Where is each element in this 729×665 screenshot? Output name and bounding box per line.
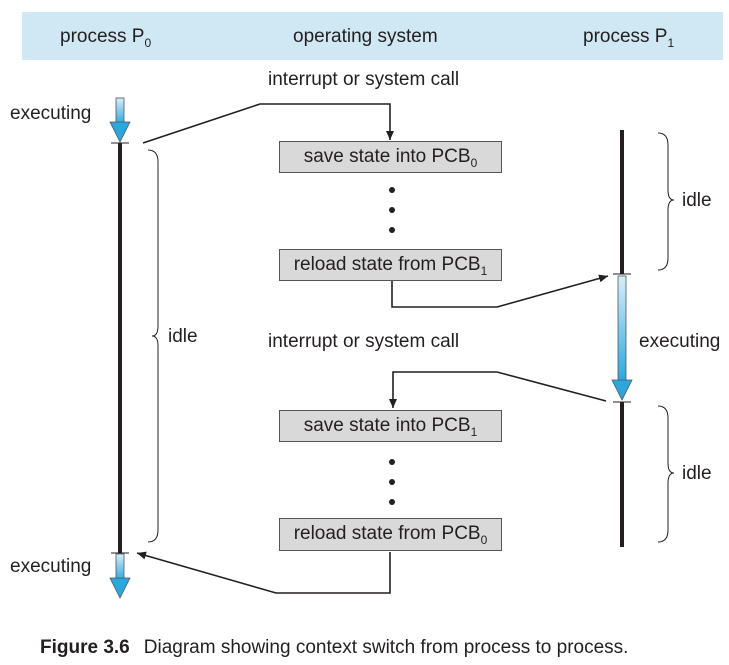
- label-interrupt-mid: interrupt or system call: [268, 331, 460, 352]
- label-idle-p1-bottom: idle: [682, 463, 712, 484]
- figure-caption-text: Diagram showing context switch from process to process.: [143, 637, 629, 658]
- label-idle-p1-top: idle: [682, 190, 712, 211]
- box-save-state-pcb0: save state into $PCB_0$: [279, 141, 502, 173]
- column-label-process-p0: process $P_0$: [60, 26, 152, 50]
- arrow-p0-to-save-pcb0: [143, 104, 390, 143]
- arrow-p1-to-save-pcb1: [393, 372, 606, 408]
- ellipsis-dots-bottom: [389, 459, 395, 505]
- figure-caption: [40, 637, 628, 659]
- label-executing-p1: executing: [639, 331, 721, 352]
- label-idle-p0: idle: [168, 326, 198, 347]
- label-executing-p0-top: executing: [10, 103, 92, 124]
- p1-idle-brace-top: [658, 133, 674, 270]
- column-label-process-p1: process $P_1$: [583, 26, 675, 50]
- label-executing-p0-bottom: executing: [10, 556, 92, 577]
- p0-idle-brace: [148, 150, 158, 542]
- box-reload-state-pcb0: reload state from $PCB_0$: [279, 518, 502, 551]
- box-save-state-pcb1: save state into $PCB_1$: [279, 410, 502, 442]
- label-interrupt-top: interrupt or system call: [268, 69, 460, 90]
- p1-idle-brace-bottom: [658, 406, 674, 542]
- arrow-reload-pcb0-to-p0: [137, 552, 390, 593]
- figure-label: Figure 3.6: [40, 637, 130, 658]
- p1-executing-arrow: [612, 276, 632, 400]
- p0-executing-arrow-bottom: [110, 554, 130, 598]
- box-reload-state-pcb1: reload state from $PCB_1$: [279, 249, 502, 281]
- column-label-operating-system: operating system: [293, 26, 438, 47]
- ellipsis-dots-top: [389, 187, 395, 233]
- p0-executing-arrow-top: [110, 98, 130, 142]
